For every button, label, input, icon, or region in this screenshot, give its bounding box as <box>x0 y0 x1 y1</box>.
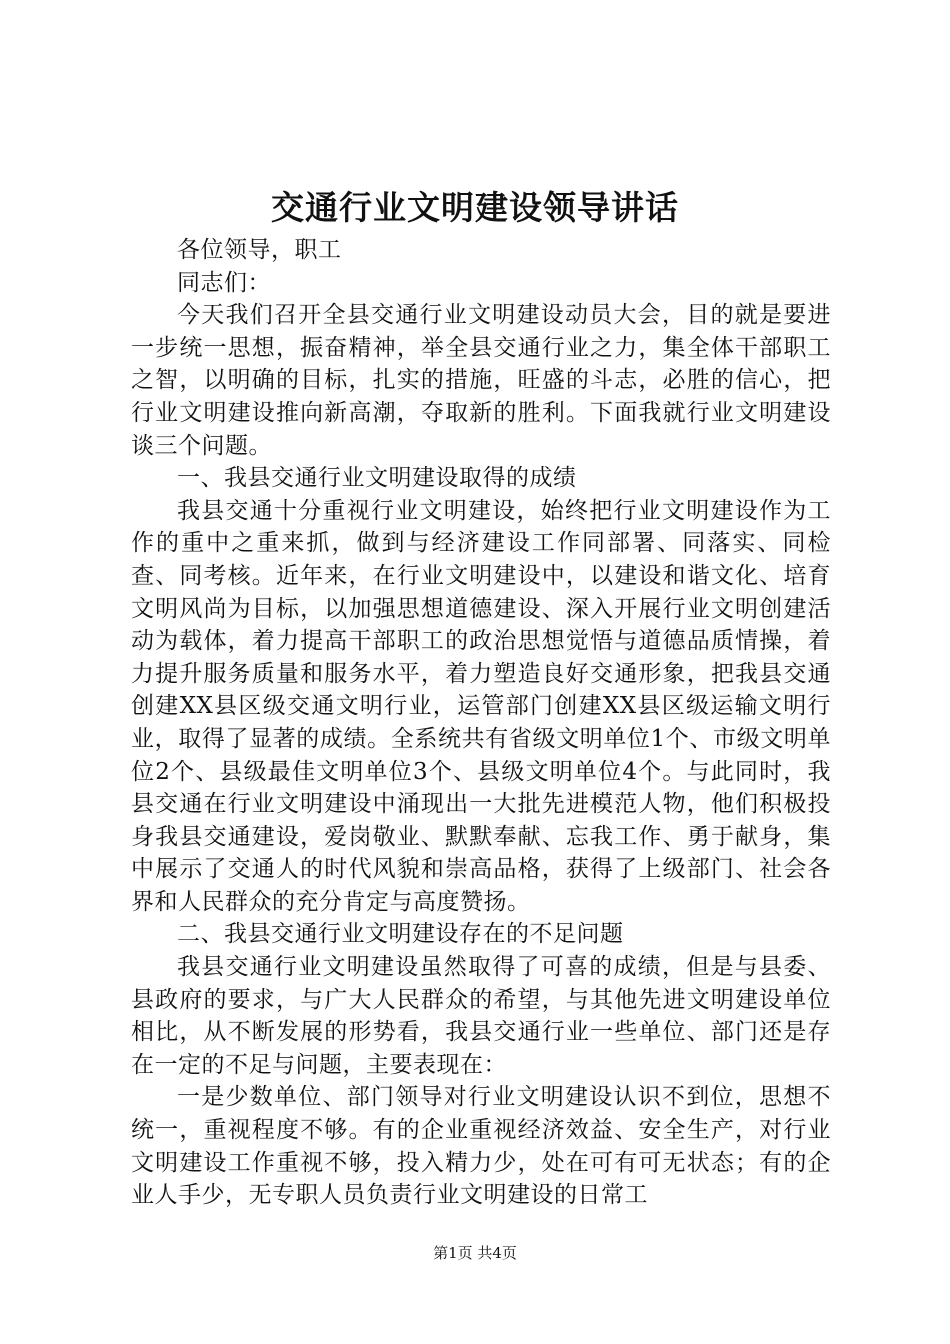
page-footer: 第1页 共4页 <box>433 1244 517 1262</box>
document-body <box>131 234 831 1212</box>
document-title: 交通行业文明建设领导讲话 <box>271 188 679 227</box>
section-heading: 一、我县交通行业文明建设取得的成绩 <box>177 465 577 492</box>
section-heading: 二、我县交通行业文明建设存在的不足问题 <box>177 921 624 948</box>
body-paragraph: 我县交通十分重视行业文明建设，始终把行业文明建设作为工作的重中之重来抓，做到与经济建设工作同部署、同落实、同检查、同考核。近年来，在行业文明建设中，以建设和谐文化、培育文明风尚为目标，以加强思想道德建设、深入开展行业文明创建活动为载体，着力提高干部职工的政治思想觉悟与道德品质情操，着力提升服务质量和服务水平，着力塑造良好交通形象，把我县交通创建XX县区级交通文明行业，运管部门创建XX县区级运输文明行业，取得了显著的成绩。全系统共有省级文明单位1个、市级文明单位2个、县级最佳文明单位3个、县级文明单位4个。与此同时，我县交通在行业文明建设中涌现出一大批先进模范人物，他们积极投身我县交通建设，爱岗敬业、默默奉献、忘我工作、勇于献身，集中展示了交通人的时代风貌和崇高品格，获得了上级部门、社会各界和人民群众的充分肯定与高度赞扬。 <box>131 497 831 915</box>
salutation-line: 各位领导，职工 <box>177 237 342 263</box>
body-paragraph: 一是少数单位、部门领导对行业文明建设认识不到位，思想不统一，重视程度不够。有的企业重视经济效益、安全生产，对行业文明建设工作重视不够，投入精力少，处在可有可无状态；有的企业人手少，无专职人员负责行业文明建设的日常工 <box>131 1084 831 1209</box>
salutation-line: 同志们： <box>177 269 271 296</box>
body-paragraph: 今天我们召开全县交通行业文明建设动员大会，目的就是要进一步统一思想，振奋精神，举全县交通行业之力，集全体干部职工之智，以明确的目标，扎实的措施，旺盛的斗志，必胜的信心，把行业文明建设推向新高潮，夺取新的胜利。下面我就行业文明建设谈三个问题。 <box>131 302 831 459</box>
body-paragraph: 我县交通行业文明建设虽然取得了可喜的成绩，但是与县委、县政府的要求，与广大人民群众的希望，与其他先进文明建设单位相比，从不断发展的形势看，我县交通行业一些单位、部门还是存在一定的不足与问题，主要表现在： <box>131 954 831 1078</box>
